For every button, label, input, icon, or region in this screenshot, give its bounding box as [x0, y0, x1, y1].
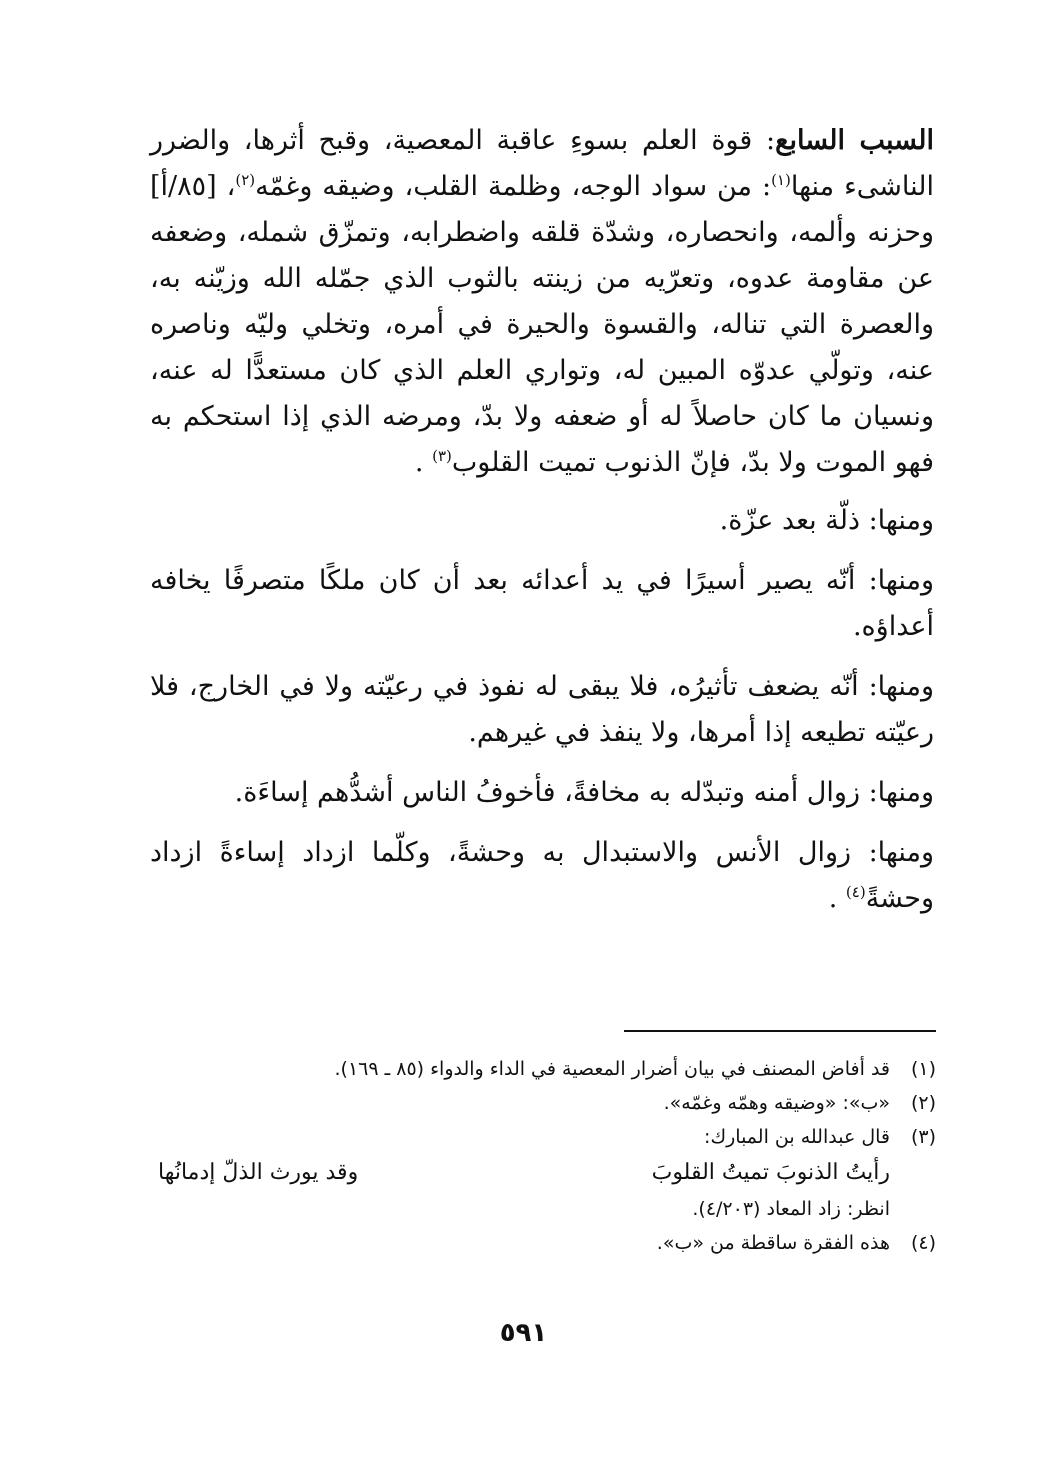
paragraph-fear: ومنها: زوال أمنه وتبدّله به مخافةً، فأخوفُ الناس أشدُّهم إساءَة. [234, 777, 934, 808]
footnote-number: (٢) [910, 1092, 936, 1114]
footnote-ref-4[interactable]: (٤) [845, 883, 866, 901]
footnote-text: «ب»: «وضيقه وهمّه وغمّه». [663, 1092, 890, 1114]
paragraph-seventh-cause [150, 118, 934, 486]
footnote-number: (٤) [910, 1232, 936, 1254]
footnote-3 [150, 1120, 936, 1154]
footnotes [150, 1052, 936, 1260]
section-lead: السبب السابع [775, 125, 934, 156]
page-number: ٥٩١ [499, 1318, 548, 1348]
verse-first-hemistich: رأيتُ الذنوبَ تميتُ القلوبَ [651, 1160, 890, 1185]
paragraph-text: ومنها: زوال الأنس والاستبدال به وحشةً، وكلّما ازداد إساءةً ازداد وحشةً [150, 837, 934, 914]
footnote-ref-1[interactable]: (١) [771, 171, 791, 189]
paragraph-text: : من سواد الوجه، وظلمة القلب، وضيقه وغمّه [255, 171, 772, 202]
footnote-ref-3[interactable]: (٣) [432, 447, 452, 465]
footnote-divider [624, 1030, 936, 1032]
paragraph-loneliness [150, 830, 934, 922]
footnote-number: (٣) [910, 1126, 936, 1148]
footnote-source: انظر: زاد المعاد (٤/٢٠٣). [692, 1198, 890, 1220]
poetry-verse [150, 1154, 936, 1192]
paragraph-text: ، [٨٥/أ] وحزنه وألمه، وانحصاره، وشدّة قلقه واضطرابه، وتمزّق شمله، وضعفه عن مقاومة عدوه، وتعرّيه من زينته بالثوب الذي جمّله الله وزيّنه به، والعصرة التي تناله، والقسوة والحيرة في أمره، وتخلي وليّه وناصره عنه، وتولّي عدوّه المبين له، وتواري العلم الذي كان مستعدًّا له عنه، ونسيان ما كان حاصلاً له أو ضعفه ولا بدّ، ومرضه الذي إذا استحكم به فهو الموت ولا بدّ، فإنّ الذنوب تميت القلوب [150, 171, 934, 478]
footnote-4 [150, 1226, 936, 1260]
footnote-text: قال عبدالله بن المبارك: [704, 1126, 890, 1148]
paragraph-humiliation: ومنها: ذلّة بعد عزّة. [719, 505, 934, 536]
paragraph-text: : قوة العلم بسوءِ عاقبة المعصية، وقبح أثرها، والضرر الناشىء منها [150, 125, 934, 202]
footnote-text: قد أفاض المصنف في بيان أضرار المعصية في الداء والدواء (٨٥ ـ ١٦٩). [334, 1058, 890, 1080]
paragraph-captive: ومنها: أنّه يصير أسيرًا في يد أعدائه بعد أن كان ملكًا متصرفًا يخافه أعداؤه. [150, 565, 934, 642]
footnote-2 [150, 1086, 936, 1120]
footnote-text: هذه الفقرة ساقطة من «ب». [656, 1232, 890, 1254]
paragraph-end: . [414, 447, 433, 478]
footnote-ref-2[interactable]: (٢) [235, 171, 256, 189]
paragraph-weak-influence: ومنها: أنّه يضعف تأثيرُه، فلا يبقى له نفوذ في رعيّته ولا في الخارج، فلا رعيّته تطيعه إذا أمرها، ولا ينفذ في غيرهم. [150, 671, 934, 748]
verse-second-hemistich: وقد يورث الذلّ إدمانُها [158, 1160, 359, 1185]
footnote-1 [150, 1052, 936, 1086]
main-text [150, 118, 934, 936]
footnote-number: (١) [910, 1058, 936, 1080]
paragraph-end: . [828, 883, 846, 914]
